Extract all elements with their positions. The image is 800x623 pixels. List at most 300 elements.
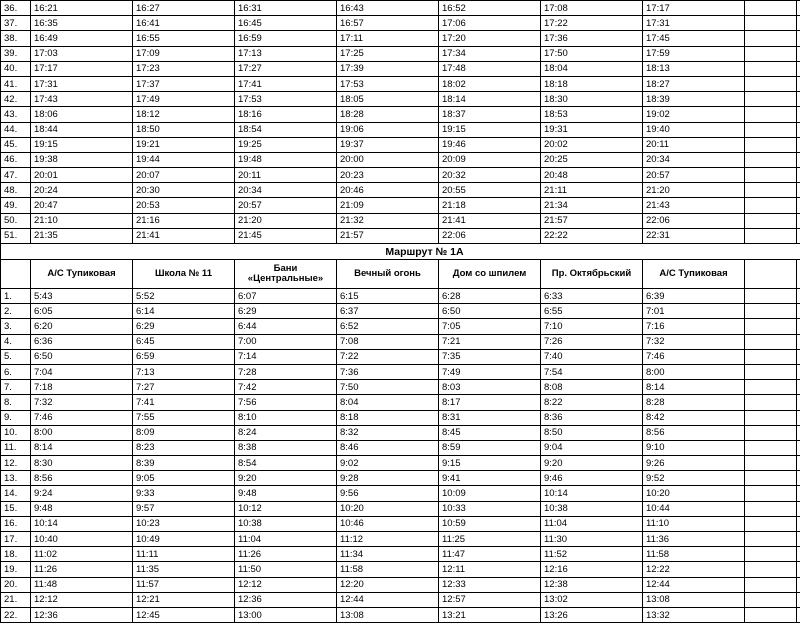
empty-cell [797,31,800,46]
departure-time: 18:53 [541,107,643,122]
departure-time: 7:08 [337,334,439,349]
table-row [1,486,800,501]
departure-time: 6:50 [31,349,133,364]
row-number: 6. [1,364,31,379]
table-row [1,471,800,486]
departure-time: 20:25 [541,152,643,167]
departure-time: 11:52 [541,547,643,562]
departure-time: 17:53 [235,92,337,107]
row-number: 48. [1,183,31,198]
departure-time: 17:03 [31,46,133,61]
departure-time: 21:20 [643,183,745,198]
table-row [1,425,800,440]
departure-time: 18:27 [643,76,745,91]
departure-time: 12:16 [541,562,643,577]
departure-time: 10:12 [235,501,337,516]
departure-time: 7:56 [235,395,337,410]
row-number: 2. [1,304,31,319]
departure-time: 18:06 [31,107,133,122]
departure-time: 7:22 [337,349,439,364]
departure-time: 12:57 [439,592,541,607]
column-header-stop: Пр. Октябрьский [541,260,643,289]
row-number: 19. [1,562,31,577]
departure-time: 9:15 [439,456,541,471]
departure-time: 20:34 [643,152,745,167]
departure-time: 9:57 [133,501,235,516]
departure-time: 8:04 [337,395,439,410]
departure-time: 20:47 [31,198,133,213]
departure-time: 6:37 [337,304,439,319]
departure-time: 17:59 [643,46,745,61]
table-row [1,61,800,76]
empty-cell [745,107,797,122]
table-row [1,31,800,46]
departure-time: 11:58 [643,547,745,562]
empty-cell [797,607,800,622]
empty-cell [745,410,797,425]
departure-time: 7:16 [643,319,745,334]
departure-time: 17:27 [235,61,337,76]
departure-time: 9:28 [337,471,439,486]
departure-time: 17:17 [31,61,133,76]
departure-time: 17:45 [643,31,745,46]
table-row [1,92,800,107]
departure-time: 8:03 [439,380,541,395]
departure-time: 8:17 [439,395,541,410]
departure-time: 7:46 [643,349,745,364]
departure-time: 7:41 [133,395,235,410]
departure-time: 17:48 [439,61,541,76]
row-number: 21. [1,592,31,607]
departure-time: 10:20 [337,501,439,516]
departure-time: 13:21 [439,607,541,622]
row-number: 41. [1,76,31,91]
row-number: 22. [1,607,31,622]
departure-time: 21:41 [133,228,235,243]
empty-cell [797,547,800,562]
empty-cell [797,562,800,577]
departure-time: 11:50 [235,562,337,577]
departure-time: 20:00 [337,152,439,167]
departure-time: 6:29 [235,304,337,319]
empty-cell [745,304,797,319]
departure-time: 7:40 [541,349,643,364]
departure-time: 9:48 [31,501,133,516]
departure-time: 20:34 [235,183,337,198]
row-number: 46. [1,152,31,167]
empty-cell [797,304,800,319]
departure-time: 12:36 [235,592,337,607]
departure-time: 12:21 [133,592,235,607]
departure-time: 20:11 [643,137,745,152]
departure-time: 17:31 [31,76,133,91]
departure-time: 7:13 [133,364,235,379]
column-header-stop: А/С Тупиковая [31,260,133,289]
empty-cell [745,501,797,516]
departure-time: 16:35 [31,16,133,31]
departure-time: 21:10 [31,213,133,228]
departure-time: 16:55 [133,31,235,46]
departure-time: 17:17 [643,1,745,16]
departure-time: 10:33 [439,501,541,516]
empty-cell [797,183,800,198]
departure-time: 6:44 [235,319,337,334]
departure-time: 17:36 [541,31,643,46]
departure-time: 8:23 [133,440,235,455]
row-number: 20. [1,577,31,592]
departure-time: 19:44 [133,152,235,167]
departure-time: 12:12 [235,577,337,592]
departure-time: 19:25 [235,137,337,152]
column-header-stop: Дом со шпилем [439,260,541,289]
departure-time: 9:05 [133,471,235,486]
table-row [1,183,800,198]
table-row [1,440,800,455]
departure-time: 10:49 [133,532,235,547]
table-row [1,577,800,592]
header-row [1,260,800,289]
row-number: 13. [1,471,31,486]
departure-time: 5:43 [31,289,133,304]
departure-time: 18:13 [643,61,745,76]
departure-time: 20:11 [235,168,337,183]
table-row [1,228,800,243]
departure-time: 7:54 [541,364,643,379]
departure-time: 20:24 [31,183,133,198]
departure-time: 7:28 [235,364,337,379]
empty-cell [797,380,800,395]
departure-time: 12:36 [31,607,133,622]
departure-time: 19:38 [31,152,133,167]
empty-cell [797,61,800,76]
empty-cell [745,1,797,16]
departure-time: 19:40 [643,122,745,137]
empty-cell [745,137,797,152]
departure-time: 20:09 [439,152,541,167]
empty-cell [797,425,800,440]
departure-time: 11:35 [133,562,235,577]
table-row [1,607,800,622]
departure-time: 12:38 [541,577,643,592]
departure-time: 6:52 [337,319,439,334]
departure-time: 16:41 [133,16,235,31]
departure-time: 18:18 [541,76,643,91]
departure-time: 8:56 [31,471,133,486]
table-row [1,304,800,319]
departure-time: 20:30 [133,183,235,198]
departure-time: 6:55 [541,304,643,319]
empty-cell [745,122,797,137]
departure-time: 7:32 [31,395,133,410]
departure-time: 6:20 [31,319,133,334]
departure-time: 18:37 [439,107,541,122]
row-number: 1. [1,289,31,304]
empty-cell [797,516,800,531]
departure-time: 10:38 [541,501,643,516]
departure-time: 19:15 [31,137,133,152]
departure-time: 8:09 [133,425,235,440]
departure-time: 6:59 [133,349,235,364]
departure-time: 17:23 [133,61,235,76]
departure-time: 18:28 [337,107,439,122]
departure-time: 11:47 [439,547,541,562]
column-header-stop: Бани «Центральные» [235,260,337,289]
table-row [1,364,800,379]
departure-time: 8:31 [439,410,541,425]
table-row [1,137,800,152]
departure-time: 11:36 [643,532,745,547]
departure-time: 18:14 [439,92,541,107]
empty-cell [797,46,800,61]
departure-time: 11:26 [31,562,133,577]
departure-time: 20:07 [133,168,235,183]
departure-time: 20:57 [235,198,337,213]
empty-cell [797,137,800,152]
departure-time: 19:06 [337,122,439,137]
row-number: 39. [1,46,31,61]
departure-time: 21:11 [541,183,643,198]
departure-time: 18:05 [337,92,439,107]
departure-time: 17:39 [337,61,439,76]
empty-cell [797,228,800,243]
departure-time: 16:49 [31,31,133,46]
departure-time: 21:57 [541,213,643,228]
row-number: 42. [1,92,31,107]
departure-time: 16:59 [235,31,337,46]
departure-time: 9:20 [541,456,643,471]
departure-time: 10:46 [337,516,439,531]
departure-time: 21:18 [439,198,541,213]
departure-time: 7:55 [133,410,235,425]
empty-cell [745,198,797,213]
departure-time: 11:11 [133,547,235,562]
empty-cell [797,319,800,334]
departure-time: 8:14 [31,440,133,455]
row-number: 44. [1,122,31,137]
departure-time: 13:08 [337,607,439,622]
column-header-stop: Вечный огонь [337,260,439,289]
departure-time: 8:32 [337,425,439,440]
departure-time: 8:22 [541,395,643,410]
route-title: Маршрут № 1А [1,244,800,260]
departure-time: 21:57 [337,228,439,243]
departure-time: 11:34 [337,547,439,562]
departure-time: 16:27 [133,1,235,16]
table-row [1,107,800,122]
empty-cell [745,289,797,304]
empty-cell [745,516,797,531]
departure-time: 18:16 [235,107,337,122]
departure-time: 20:53 [133,198,235,213]
table-row [1,516,800,531]
table-row [1,349,800,364]
table-row [1,395,800,410]
departure-time: 7:35 [439,349,541,364]
empty-cell [797,456,800,471]
row-number: 38. [1,31,31,46]
departure-time: 21:41 [439,213,541,228]
departure-time: 5:52 [133,289,235,304]
departure-time: 12:44 [337,592,439,607]
departure-time: 6:50 [439,304,541,319]
departure-time: 17:41 [235,76,337,91]
departure-time: 12:12 [31,592,133,607]
empty-cell [745,16,797,31]
departure-time: 7:10 [541,319,643,334]
departure-time: 18:50 [133,122,235,137]
departure-time: 7:01 [643,304,745,319]
departure-time: 20:32 [439,168,541,183]
empty-cell [797,168,800,183]
departure-time: 16:31 [235,1,337,16]
departure-time: 9:24 [31,486,133,501]
departure-time: 6:36 [31,334,133,349]
table-row [1,592,800,607]
empty-cell [745,486,797,501]
departure-time: 11:58 [337,562,439,577]
empty-cell [797,334,800,349]
departure-time: 7:27 [133,380,235,395]
departure-time: 8:08 [541,380,643,395]
departure-time: 13:08 [643,592,745,607]
departure-time: 18:30 [541,92,643,107]
departure-time: 10:44 [643,501,745,516]
table-row [1,46,800,61]
departure-time: 17:49 [133,92,235,107]
empty-cell [745,61,797,76]
departure-time: 17:11 [337,31,439,46]
row-number: 15. [1,501,31,516]
departure-time: 19:31 [541,122,643,137]
departure-time: 6:07 [235,289,337,304]
departure-time: 6:15 [337,289,439,304]
departure-time: 20:23 [337,168,439,183]
empty-cell [745,607,797,622]
column-header-stop: Школа № 11 [133,260,235,289]
departure-time: 9:26 [643,456,745,471]
empty-cell [797,349,800,364]
empty-cell [745,395,797,410]
departure-time: 11:48 [31,577,133,592]
departure-time: 9:10 [643,440,745,455]
departure-time: 10:59 [439,516,541,531]
departure-time: 9:02 [337,456,439,471]
departure-time: 17:09 [133,46,235,61]
departure-time: 18:44 [31,122,133,137]
departure-time: 21:09 [337,198,439,213]
row-number: 5. [1,349,31,364]
departure-time: 6:28 [439,289,541,304]
departure-time: 9:20 [235,471,337,486]
departure-time: 8:59 [439,440,541,455]
row-number: 9. [1,410,31,425]
departure-time: 17:31 [643,16,745,31]
departure-time: 10:40 [31,532,133,547]
table-row [1,213,800,228]
departure-time: 17:50 [541,46,643,61]
departure-time: 18:04 [541,61,643,76]
departure-time: 11:26 [235,547,337,562]
departure-time: 10:14 [541,486,643,501]
row-number: 14. [1,486,31,501]
empty-cell [745,168,797,183]
departure-time: 8:36 [541,410,643,425]
departure-time: 9:41 [439,471,541,486]
departure-time: 19:02 [643,107,745,122]
departure-time: 6:05 [31,304,133,319]
departure-time: 8:28 [643,395,745,410]
departure-time: 20:02 [541,137,643,152]
departure-time: 12:44 [643,577,745,592]
table-row [1,168,800,183]
departure-time: 21:35 [31,228,133,243]
departure-time: 8:54 [235,456,337,471]
departure-time: 6:14 [133,304,235,319]
column-header-stop: А/С Тупиковая [643,260,745,289]
empty-cell [745,349,797,364]
departure-time: 8:00 [31,425,133,440]
departure-time: 13:32 [643,607,745,622]
departure-time: 9:56 [337,486,439,501]
empty-cell [797,289,800,304]
departure-time: 12:20 [337,577,439,592]
empty-cell [745,260,797,289]
empty-cell [797,532,800,547]
departure-time: 10:38 [235,516,337,531]
departure-time: 22:06 [439,228,541,243]
departure-time: 7:42 [235,380,337,395]
departure-time: 9:48 [235,486,337,501]
departure-time: 16:45 [235,16,337,31]
row-number: 50. [1,213,31,228]
empty-cell [745,152,797,167]
departure-time: 8:10 [235,410,337,425]
departure-time: 17:43 [31,92,133,107]
row-number: 3. [1,319,31,334]
departure-time: 8:24 [235,425,337,440]
departure-time: 18:39 [643,92,745,107]
table-row [1,380,800,395]
departure-time: 18:54 [235,122,337,137]
row-number: 7. [1,380,31,395]
departure-time: 11:02 [31,547,133,562]
table-row [1,456,800,471]
departure-time: 17:34 [439,46,541,61]
departure-time: 7:32 [643,334,745,349]
empty-cell [797,107,800,122]
departure-time: 13:26 [541,607,643,622]
empty-cell [745,319,797,334]
departure-time: 11:25 [439,532,541,547]
departure-time: 8:14 [643,380,745,395]
empty-cell [797,592,800,607]
empty-cell [797,577,800,592]
departure-time: 9:52 [643,471,745,486]
route-title-row [1,244,800,260]
departure-time: 8:46 [337,440,439,455]
header-row-number [1,260,31,289]
departure-time: 17:25 [337,46,439,61]
empty-cell [745,425,797,440]
table-row [1,152,800,167]
empty-cell [745,92,797,107]
departure-time: 7:49 [439,364,541,379]
empty-cell [797,486,800,501]
table-row [1,501,800,516]
departure-time: 7:00 [235,334,337,349]
empty-cell [745,46,797,61]
empty-cell [797,152,800,167]
